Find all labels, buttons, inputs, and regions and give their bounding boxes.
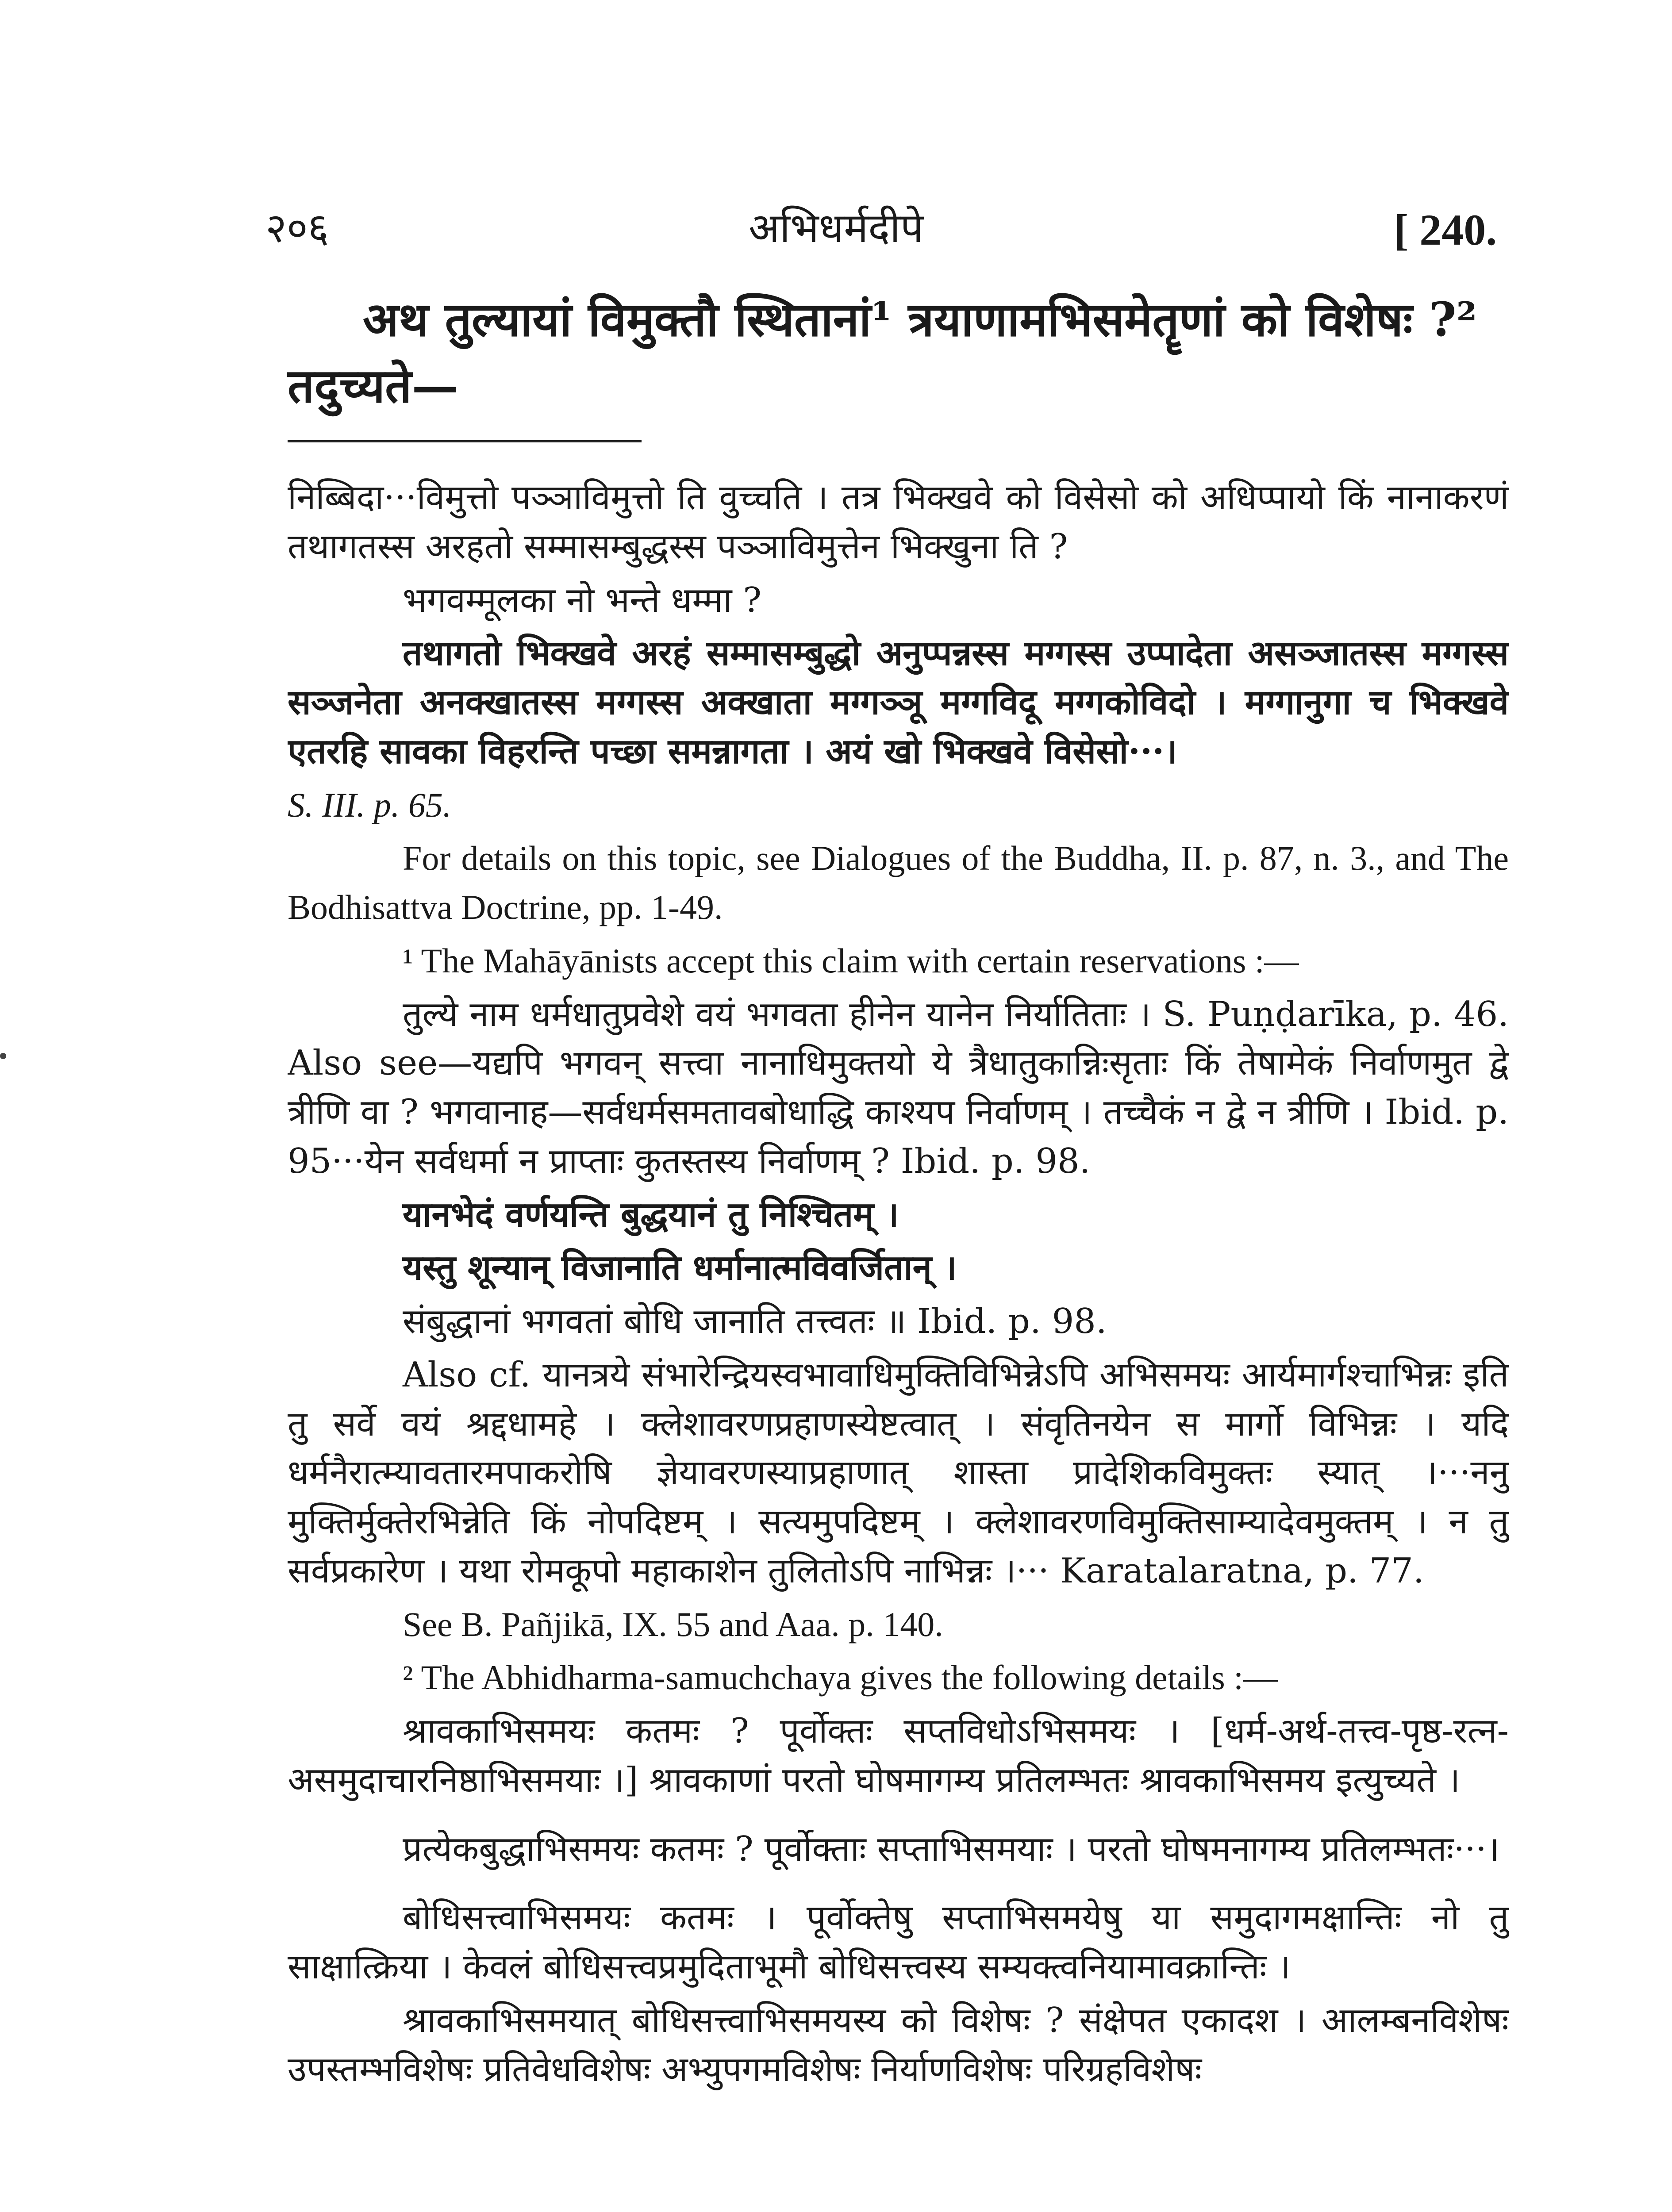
running-title: अभिधर्मदीपे <box>748 204 924 252</box>
footnote-2-difference: श्रावकाभिसमयात् बोधिसत्त्वाभिसमयस्य को विशेषः ? संक्षेपत एकादश । आलम्बनविशेषः उपस्तम्भविशेषः प्रतिवेधविशेषः अभ्युपगमविशेषः निर्याणविशेषः परिग्रहविशेषः <box>288 2000 1509 2089</box>
margin-speck <box>0 1053 6 1059</box>
main-text-line-1: अथ तुल्यायां विमुक्तौ स्थितानां¹ त्रयाणामभिसमेतॄणां को विशेषः ?² <box>363 292 1477 347</box>
page-number: २०६ <box>265 204 329 252</box>
footnote-divider <box>288 440 642 442</box>
note-citation: S. III. p. 65. <box>288 785 452 824</box>
footnote-2-shravaka: श्रावकाभिसमयः कतमः ? पूर्वोक्तः सप्तविधोऽभिसमयः । [धर्म-अर्थ-तत्त्व-पृष्ठ-रत्न-असमुदाचारनिष्ठाभिसमयाः ।] श्रावकाणां परतो घोषमागम्य प्रतिलम्भतः श्रावकाभिसमय इत्युच्यते । <box>288 1711 1509 1800</box>
verse-3: संबुद्धानां भगवतां बोधि जानाति तत्त्वतः ॥ Ibid. p. 98. <box>403 1302 1107 1341</box>
verse-2: यस्तु शून्यान् विजानाति धर्मानात्मविवर्जितान् । <box>403 1248 957 1288</box>
footnote-2-heading: ² The Abhidharma-samuchchaya gives the following details :— <box>403 1658 1278 1697</box>
note-pali-2: भगवम्मूलका नो भन्ते धम्मा ? <box>403 580 762 620</box>
footnotes <box>288 473 1509 2212</box>
footnote-1-also: Also cf. यानत्रये संभारेन्द्रियस्वभावाधिमुक्तिविभिन्नेऽपि अभिसमयः आर्यमार्गश्चाभिन्नः इति तु सर्वे वयं श्रद्दधामहे । क्लेशावरणप्रहाणस्येष्टत्वात् । संवृतिनयेन स मार्गो विभिन्नः । यदि धर्मनैरात्म्यावतारमपाकरोषि ज्ञेयावरणस्याप्रहाणात् शास्ता प्रादेशिकविमुक्तः स्यात् ।···ननु मुक्तिर्मुक्तेरभिन्नेति किं नोपदिष्टम् । सत्यमुपदिष्टम् । क्लेशावरणविमुक्तिसाम्यादेवमुक्तम् । न तु सर्वप्रकारेण । यथा रोमकूपो महाकाशेन तुलितोऽपि नाभिन्नः ।··· Karatalaratna, p. 77. <box>288 1355 1509 1591</box>
footnote-1-see: See B. Pañjikā, IX. 55 and Aaa. p. 140. <box>403 1605 943 1644</box>
footnote-1-text: तुल्ये नाम धर्मधातुप्रवेशे वयं भगवता हीनेन यानेन निर्यातिताः । S. Puṇḍarīka, p. 46. Also see—यद्यपि भगवन् सत्त्वा नानाधिमुक्तयो ये त्रैधातुकान्निःसृताः किं तेषामेकं निर्वाणमुत द्वे त्रीणि वा ? भगवानाह—सर्वधर्मसमतावबोधाद्धि काश्यप निर्वाणम् । तच्चैकं न द्वे न त्रीणि । Ibid. p. 95···येन सर्वधर्मा न प्राप्ताः कुतस्तस्य निर्वाणम् ? Ibid. p. 98. <box>288 994 1509 1181</box>
note-details: For details on this topic, see Dialogues of the Buddha, II. p. 87, n. 3., and The Bodhisattva Doctrine, pp. 1-49. <box>288 839 1509 926</box>
footnote-2-pratyeka: प्रत्येकबुद्धाभिसमयः कतमः ? पूर्वोक्ताः सप्ताभिसमयाः । परतो घोषमनागम्य प्रतिलम्भतः···। <box>403 1829 1500 1869</box>
section-number: [ 240. <box>1394 205 1497 254</box>
verse-1: यानभेदं वर्णयन्ति बुद्धयानं तु निश्चितम् । <box>403 1194 899 1235</box>
footnote-2-bodhisattva: बोधिसत्त्वाभिसमयः कतमः । पूर्वोक्तेषु सप्ताभिसमयेषु या समुदागमक्षान्तिः नो तु साक्षात्क्रिया । केवलं बोधिसत्त्वप्रमुदिताभूमौ बोधिसत्त्वस्य सम्यक्त्वनियामावक्रान्तिः । <box>288 1898 1509 1987</box>
main-text-line-2: तदुच्यते— <box>288 358 459 413</box>
note-pali-3: तथागतो भिक्खवे अरहं सम्मासम्बुद्धो अनुप्पन्नस्स मग्गस्स उप्पादेता असञ्जातस्स मग्गस्स सञ्जनेता अनक्खातस्स मग्गस्स अक्खाता मग्गञ्ञू मग्गविदू मग्गकोविदो । मग्गानुगा च भिक्खवे एतरहि सावका विहरन्ति पच्छा समन्नागता । अयं खो भिक्खवे विसेसो···। <box>288 633 1509 772</box>
footnote-1-heading: ¹ The Mahāyānists accept this claim with certain reservations :— <box>403 941 1299 980</box>
note-pali-1: निब्बिदा···विमुत्तो पञ्ञाविमुत्तो ति वुच्चति । तत्र भिक्खवे को विसेसो को अधिप्पायो किं नानाकरणं तथागतस्स अरहतो सम्मासम्बुद्धस्स पञ्ञाविमुत्तेन भिक्खुना ति ? <box>288 478 1509 567</box>
